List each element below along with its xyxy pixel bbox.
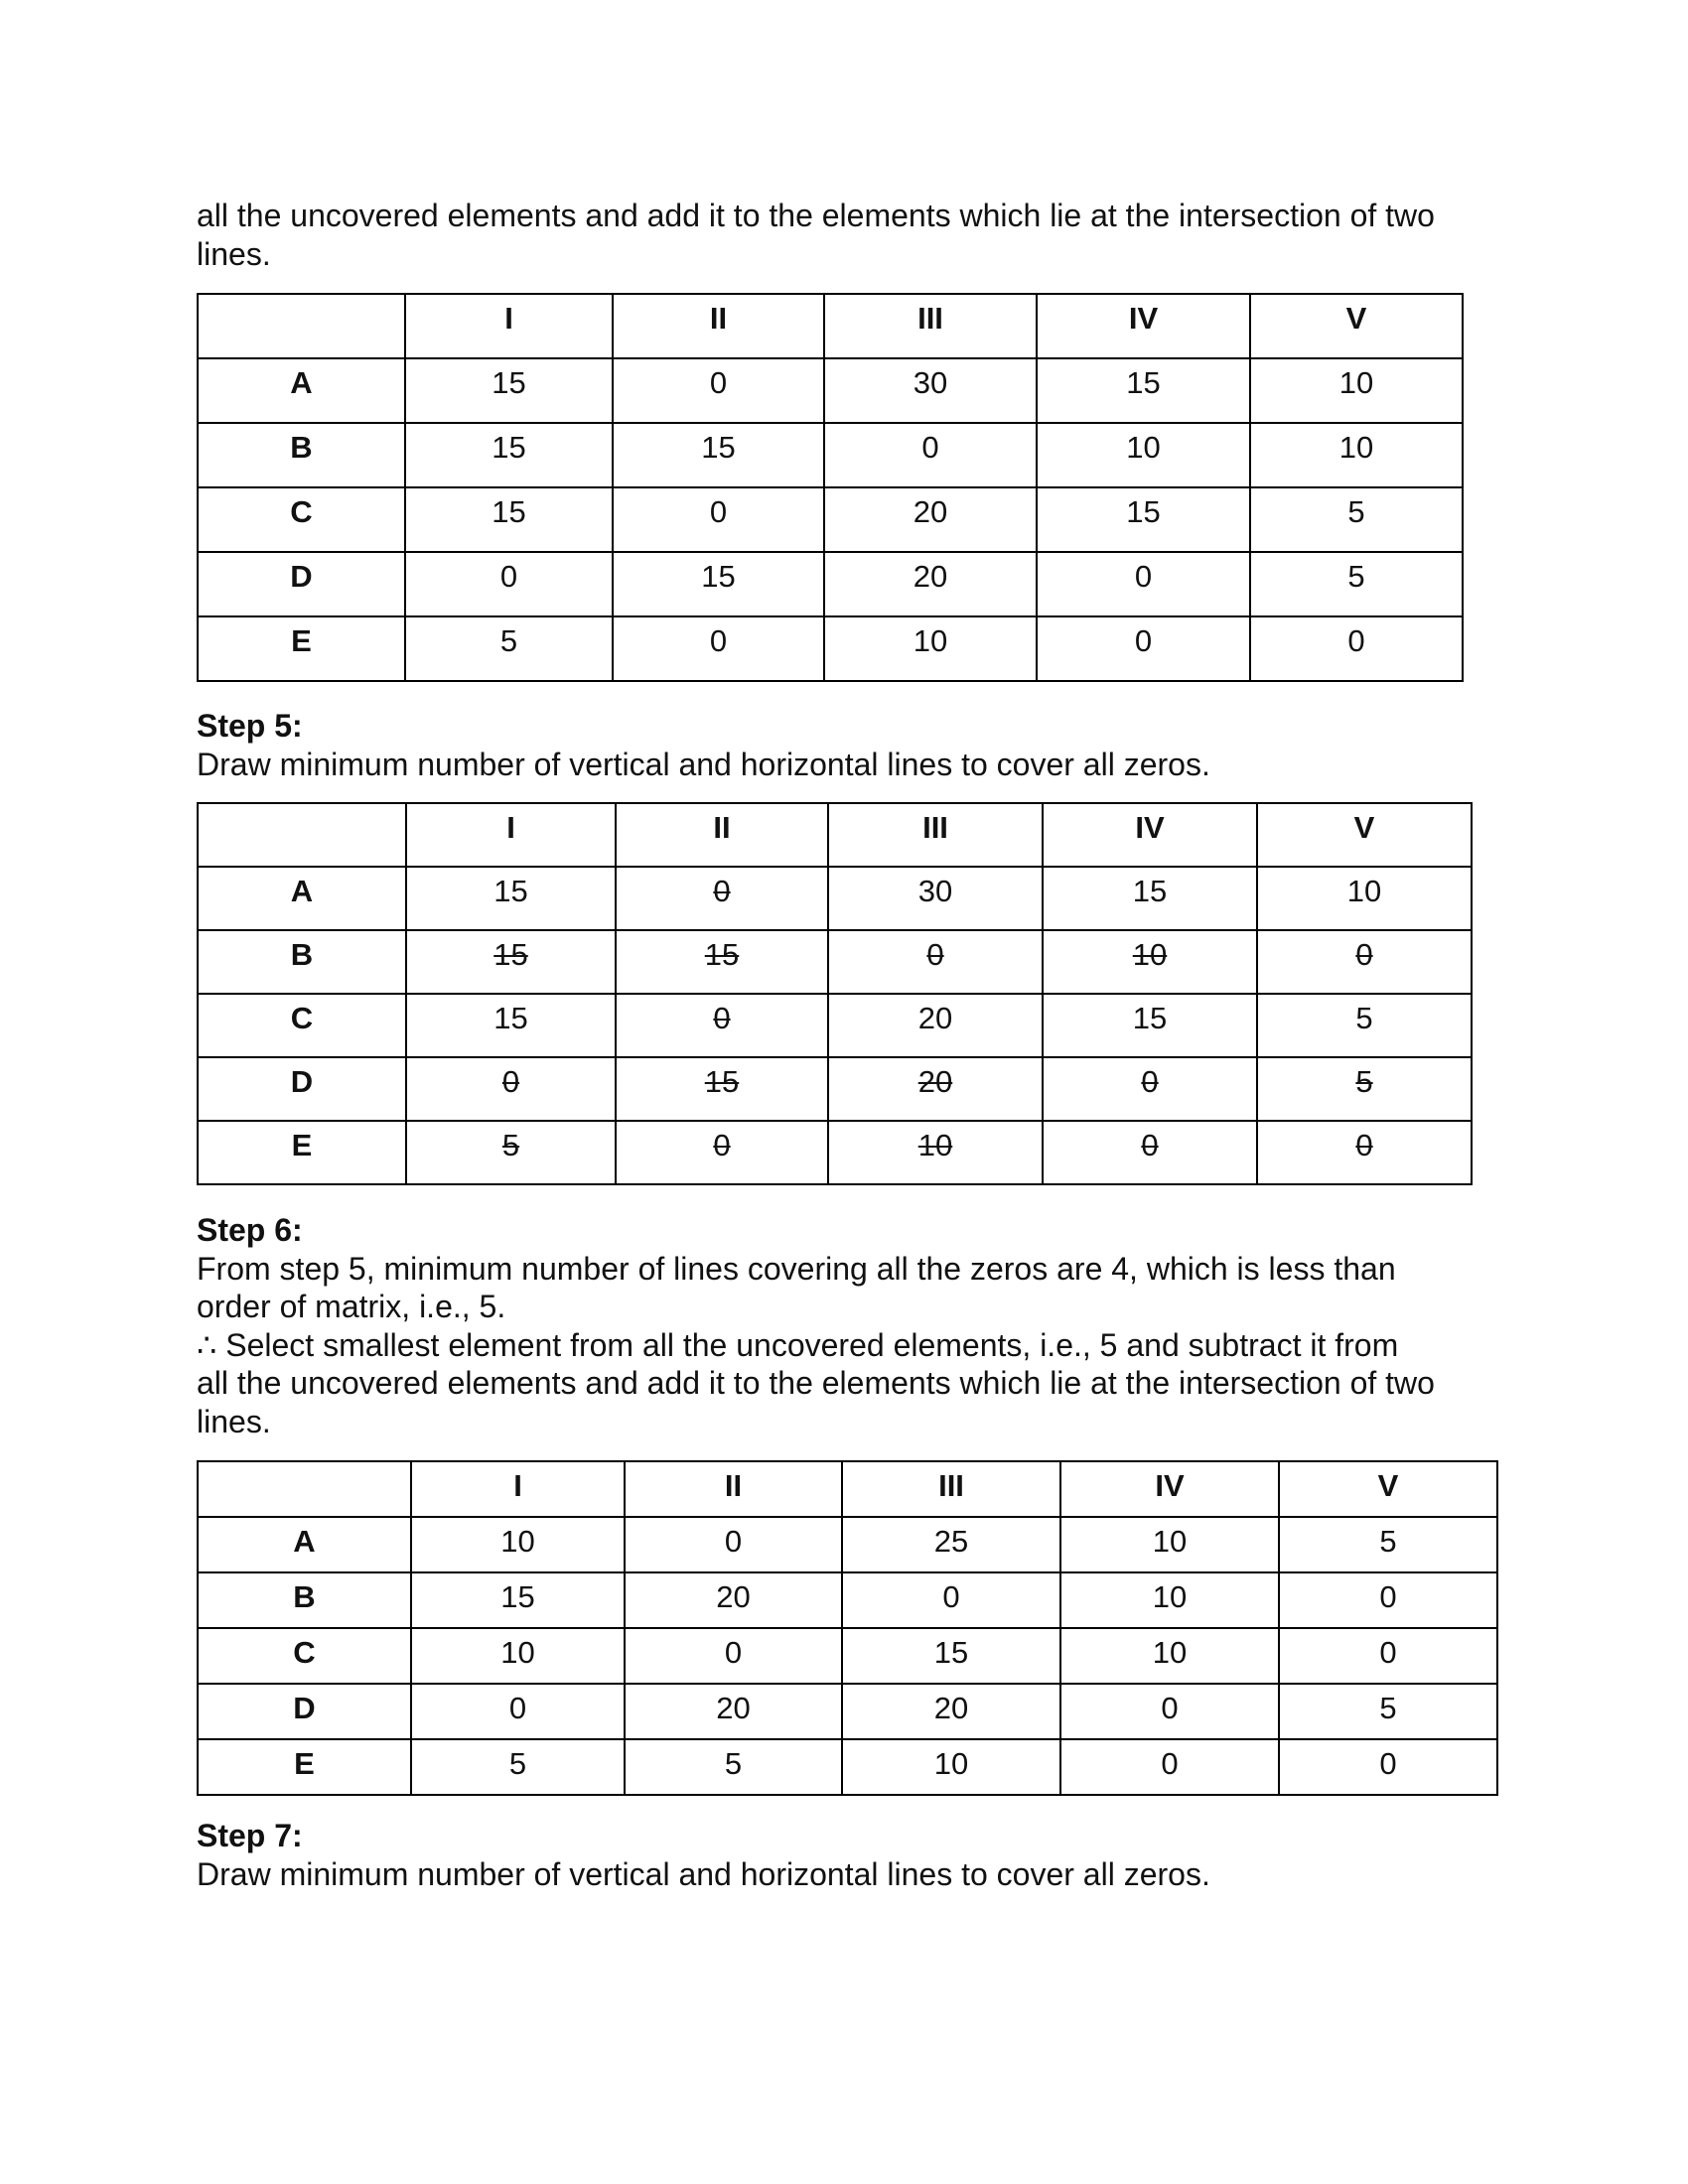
cell-value: 15 — [704, 1064, 740, 1099]
covered-table-cell — [1043, 1121, 1257, 1184]
table-cell — [1037, 616, 1250, 681]
table-cell — [1250, 358, 1463, 423]
table-cell — [824, 616, 1037, 681]
table-cell — [1257, 994, 1472, 1057]
cell-value: 15 — [500, 1579, 535, 1614]
table-cell — [406, 867, 616, 930]
cell-value: 20 — [913, 559, 948, 594]
cell-value: 20 — [716, 1691, 751, 1725]
table-cell — [613, 616, 824, 681]
table-cell — [613, 358, 824, 423]
table-cell — [1279, 1628, 1497, 1684]
row-label: D — [198, 552, 405, 616]
cell-value: 0 — [1134, 559, 1153, 594]
intro-line-1: all the uncovered elements and add it to the elements which lie at the intersection of two — [197, 198, 1435, 233]
table-cell — [842, 1517, 1060, 1572]
corner-header-cell — [198, 294, 405, 358]
cell-value: 15 — [492, 430, 526, 465]
column-header-i: I — [406, 803, 616, 867]
row-label: C — [198, 1628, 411, 1684]
corner-header-cell — [198, 1461, 411, 1517]
table-row — [198, 423, 1463, 487]
table-cell — [842, 1684, 1060, 1739]
cell-value: 10 — [1152, 1579, 1188, 1614]
cell-value: 10 — [1132, 937, 1168, 972]
cell-value: 10 — [1126, 430, 1161, 465]
step-6-line-4: all the uncovered elements and add it to the elements which lie at the intersection of two — [197, 1365, 1435, 1401]
cell-value: 10 — [917, 1128, 953, 1162]
cell-value: 0 — [1141, 1128, 1159, 1162]
table-row — [198, 616, 1463, 681]
row-label: A — [198, 867, 406, 930]
cell-value: 5 — [1355, 1064, 1373, 1099]
step-6-line-1: From step 5, minimum number of lines covering all the zeros are 4, which is less than — [197, 1250, 1396, 1287]
table-row — [198, 1121, 1472, 1184]
table-cell — [1037, 487, 1250, 552]
cell-value: 15 — [492, 365, 526, 400]
cell-value: 0 — [942, 1579, 960, 1614]
table-cell — [625, 1572, 842, 1628]
row-label: B — [198, 1572, 411, 1628]
cell-value: 25 — [933, 1524, 969, 1559]
table-row — [198, 1572, 1497, 1628]
table-cell — [1043, 867, 1257, 930]
table-row — [198, 1628, 1497, 1684]
table-cell — [1060, 1517, 1279, 1572]
assignment-matrix-table-2 — [197, 802, 1473, 1185]
table-row — [198, 1517, 1497, 1572]
covered-table-cell — [616, 930, 828, 994]
cell-value: 15 — [701, 559, 736, 594]
column-header-iii: III — [828, 803, 1043, 867]
cell-value: 0 — [501, 1064, 520, 1099]
cell-value: 15 — [493, 937, 528, 972]
step-6-line-3: ∴ Select smallest element from all the uncovered elements, i.e., 5 and subtract it from — [197, 1326, 1399, 1363]
intro-line-2: lines. — [197, 235, 271, 272]
cell-value: 0 — [713, 874, 731, 908]
cell-value: 10 — [1338, 365, 1374, 400]
covered-table-cell — [406, 930, 616, 994]
step-6-heading: Step 6: — [197, 1212, 303, 1248]
table-cell — [1257, 867, 1472, 930]
table-cell — [411, 1517, 625, 1572]
row-label: C — [198, 487, 405, 552]
column-header-iii: III — [842, 1461, 1060, 1517]
cell-value: 20 — [917, 1001, 953, 1035]
table-cell — [405, 423, 613, 487]
cell-value: 0 — [1161, 1746, 1179, 1781]
cell-value: 0 — [709, 623, 728, 658]
table-row — [198, 358, 1463, 423]
cell-value: 15 — [1126, 365, 1161, 400]
covered-table-cell — [616, 1057, 828, 1121]
cell-value: 15 — [1132, 1001, 1168, 1035]
table-cell — [1060, 1572, 1279, 1628]
table-cell — [824, 358, 1037, 423]
table-cell — [824, 552, 1037, 616]
table-row — [198, 1739, 1497, 1795]
column-header-iv: IV — [1037, 294, 1250, 358]
cell-value: 0 — [508, 1691, 527, 1725]
covered-table-cell — [406, 1057, 616, 1121]
cell-value: 10 — [933, 1746, 969, 1781]
table-cell — [1250, 487, 1463, 552]
cell-value: 0 — [1347, 623, 1365, 658]
cell-value: 15 — [701, 430, 736, 465]
covered-table-cell — [616, 994, 828, 1057]
cell-value: 5 — [1379, 1524, 1397, 1559]
table-cell — [828, 867, 1043, 930]
cell-value: 5 — [1347, 494, 1365, 529]
cell-value: 0 — [709, 494, 728, 529]
table-cell — [625, 1628, 842, 1684]
header-row — [198, 1461, 1497, 1517]
row-label: A — [198, 358, 405, 423]
cell-value: 0 — [1355, 937, 1373, 972]
row-label: E — [198, 1121, 406, 1184]
corner-header-cell — [198, 803, 406, 867]
cell-value: 0 — [724, 1635, 743, 1670]
step-7-text: Draw minimum number of vertical and horizontal lines to cover all zeros. — [197, 1855, 1210, 1892]
step-6-section — [197, 1211, 1435, 1440]
column-header-v: V — [1257, 803, 1472, 867]
table-cell — [824, 487, 1037, 552]
cell-value: 15 — [704, 937, 740, 972]
table-cell — [405, 487, 613, 552]
table-cell — [1279, 1739, 1497, 1795]
table-cell — [1250, 552, 1463, 616]
cell-value: 15 — [493, 874, 528, 908]
cell-value: 5 — [499, 623, 518, 658]
covered-table-cell — [828, 1057, 1043, 1121]
cell-value: 10 — [1152, 1524, 1188, 1559]
covered-table-cell — [1257, 930, 1472, 994]
cell-value: 0 — [1379, 1579, 1397, 1614]
cell-value: 5 — [1379, 1691, 1397, 1725]
cell-value: 20 — [716, 1579, 751, 1614]
table-cell — [625, 1517, 842, 1572]
table-cell — [1060, 1739, 1279, 1795]
row-label: B — [198, 930, 406, 994]
cell-value: 10 — [500, 1635, 535, 1670]
step-6-line-5: lines. — [197, 1403, 271, 1439]
cell-value: 0 — [1141, 1064, 1159, 1099]
column-header-ii: II — [625, 1461, 842, 1517]
table-cell — [1037, 358, 1250, 423]
cell-value: 0 — [709, 365, 728, 400]
cell-value: 5 — [724, 1746, 743, 1781]
table-cell — [411, 1684, 625, 1739]
column-header-v: V — [1250, 294, 1463, 358]
row-label: D — [198, 1057, 406, 1121]
cell-value: 10 — [1152, 1635, 1188, 1670]
table-cell — [613, 487, 824, 552]
table-row — [198, 1057, 1472, 1121]
table-cell — [1037, 552, 1250, 616]
table-row — [198, 1684, 1497, 1739]
cell-value: 0 — [1379, 1635, 1397, 1670]
column-header-ii: II — [616, 803, 828, 867]
column-header-i: I — [405, 294, 613, 358]
cell-value: 30 — [913, 365, 948, 400]
cell-value: 0 — [499, 559, 518, 594]
table-cell — [1037, 423, 1250, 487]
step-5-heading: Step 5: — [197, 708, 303, 744]
table-cell — [405, 616, 613, 681]
row-label: D — [198, 1684, 411, 1739]
table-cell — [625, 1739, 842, 1795]
cell-value: 15 — [492, 494, 526, 529]
table-cell — [411, 1572, 625, 1628]
table-row — [198, 930, 1472, 994]
cell-value: 10 — [1346, 874, 1382, 908]
table-cell — [411, 1739, 625, 1795]
cell-value: 10 — [1338, 430, 1374, 465]
table-row — [198, 487, 1463, 552]
row-label: B — [198, 423, 405, 487]
cell-value: 0 — [724, 1524, 743, 1559]
covered-table-cell — [828, 930, 1043, 994]
cell-value: 5 — [1355, 1001, 1373, 1035]
covered-table-cell — [1043, 1057, 1257, 1121]
step-5-text: Draw minimum number of vertical and horizontal lines to cover all zeros. — [197, 746, 1210, 782]
cell-value: 15 — [1132, 874, 1168, 908]
covered-table-cell — [616, 867, 828, 930]
column-header-iv: IV — [1060, 1461, 1279, 1517]
table-cell — [1279, 1517, 1497, 1572]
table-row — [198, 994, 1472, 1057]
table-cell — [405, 358, 613, 423]
table-cell — [842, 1628, 1060, 1684]
cell-value: 0 — [1134, 623, 1153, 658]
covered-table-cell — [1257, 1057, 1472, 1121]
table-cell — [1250, 423, 1463, 487]
cell-value: 20 — [917, 1064, 953, 1099]
cell-value: 0 — [1355, 1128, 1373, 1162]
table-cell — [411, 1628, 625, 1684]
table-cell — [613, 423, 824, 487]
table-cell — [1060, 1684, 1279, 1739]
row-label: A — [198, 1517, 411, 1572]
assignment-matrix-table-3 — [197, 1460, 1498, 1796]
column-header-i: I — [411, 1461, 625, 1517]
table-cell — [1279, 1572, 1497, 1628]
covered-table-cell — [616, 1121, 828, 1184]
cell-value: 10 — [500, 1524, 535, 1559]
assignment-matrix-table-1 — [197, 293, 1464, 682]
column-header-ii: II — [613, 294, 824, 358]
table-cell — [405, 552, 613, 616]
cell-value: 0 — [926, 937, 944, 972]
table-cell — [1060, 1628, 1279, 1684]
covered-table-cell — [828, 1121, 1043, 1184]
cell-value: 20 — [933, 1691, 969, 1725]
step-6-line-2: order of matrix, i.e., 5. — [197, 1289, 506, 1324]
column-header-iv: IV — [1043, 803, 1257, 867]
row-label: E — [198, 616, 405, 681]
cell-value: 15 — [493, 1001, 528, 1035]
cell-value: 30 — [917, 874, 953, 908]
table-cell — [828, 994, 1043, 1057]
intro-paragraph — [197, 197, 1435, 273]
cell-value: 5 — [501, 1128, 520, 1162]
cell-value: 5 — [508, 1746, 527, 1781]
cell-value: 0 — [921, 430, 939, 465]
cell-value: 5 — [1347, 559, 1365, 594]
table-row — [198, 867, 1472, 930]
table-cell — [842, 1572, 1060, 1628]
cell-value: 20 — [913, 494, 948, 529]
covered-table-cell — [406, 1121, 616, 1184]
column-header-v: V — [1279, 1461, 1497, 1517]
table-cell — [406, 994, 616, 1057]
covered-table-cell — [1043, 930, 1257, 994]
table-cell — [613, 552, 824, 616]
header-row — [198, 294, 1463, 358]
table-cell — [625, 1684, 842, 1739]
cell-value: 10 — [913, 623, 948, 658]
cell-value: 0 — [1379, 1746, 1397, 1781]
table-cell — [842, 1739, 1060, 1795]
table-cell — [1279, 1684, 1497, 1739]
covered-table-cell — [1257, 1121, 1472, 1184]
table-cell — [1043, 994, 1257, 1057]
table-cell — [824, 423, 1037, 487]
cell-value: 0 — [1161, 1691, 1179, 1725]
header-row — [198, 803, 1472, 867]
row-label: E — [198, 1739, 411, 1795]
cell-value: 0 — [713, 1128, 731, 1162]
table-cell — [1250, 616, 1463, 681]
cell-value: 15 — [933, 1635, 969, 1670]
step-7-section — [197, 1817, 1210, 1893]
row-label: C — [198, 994, 406, 1057]
column-header-iii: III — [824, 294, 1037, 358]
table-row — [198, 552, 1463, 616]
step-7-heading: Step 7: — [197, 1818, 303, 1853]
step-5-section — [197, 707, 1210, 783]
cell-value: 15 — [1126, 494, 1161, 529]
cell-value: 0 — [713, 1001, 731, 1035]
